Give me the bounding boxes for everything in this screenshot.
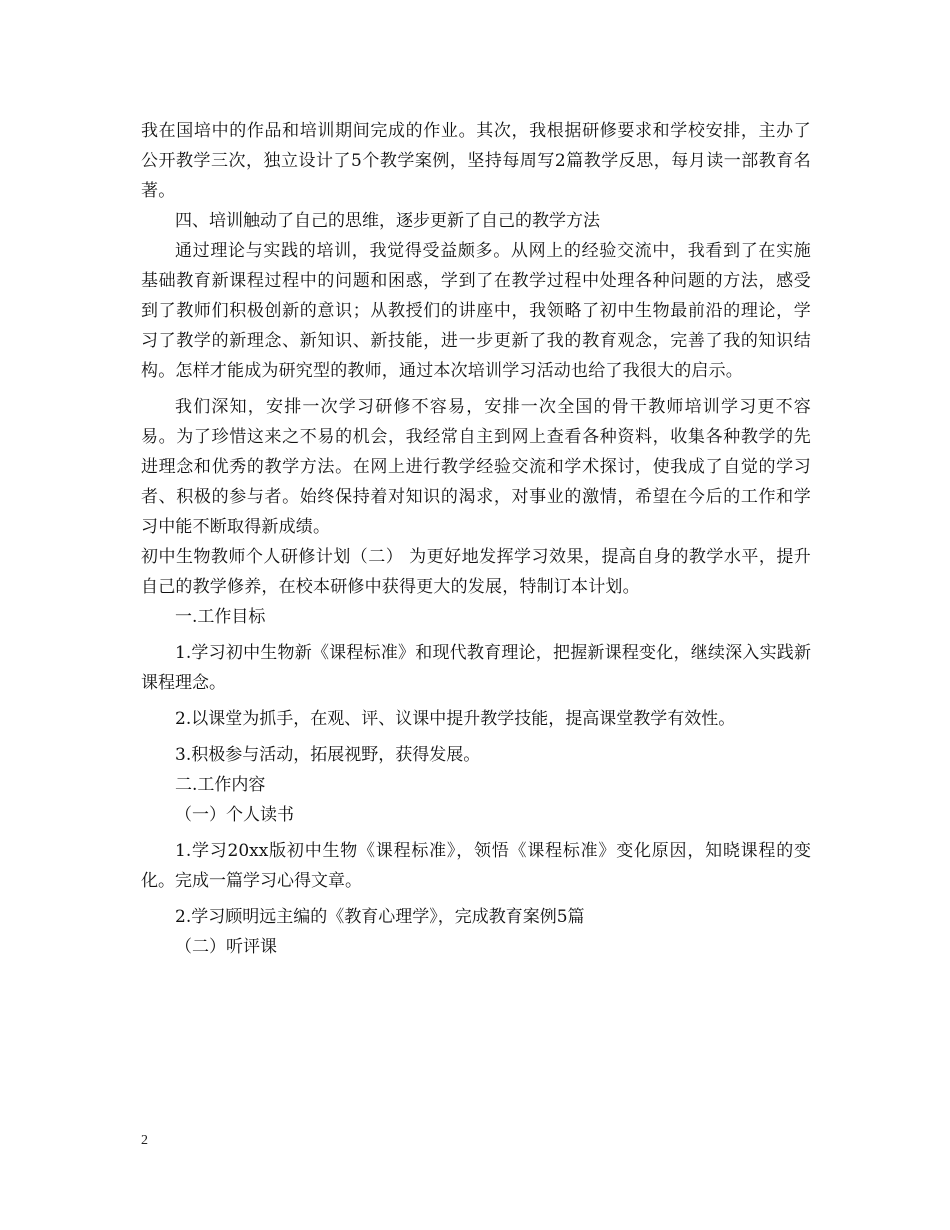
plan-title: 初中生物教师个人研修计划（二） bbox=[141, 547, 404, 567]
section-heading-content: 二.工作内容 bbox=[175, 775, 266, 795]
plan-intro-text: 为更好地发挥学习效果，提高自身的教学水平，提升自己的教学修养，在校本研修中获得更大的发展，特制订本计划。 bbox=[141, 547, 811, 597]
goal-item-3: 3.积极参与活动，拓展视野，获得发展。 bbox=[175, 745, 481, 765]
goal-item-2: 2.以课堂为抓手，在观、评、议课中提升教学技能，提高课堂教学有效性。 bbox=[175, 709, 736, 729]
reading-item-2: 2.学习顾明远主编的《教育心理学》，完成教育案例5篇 bbox=[175, 907, 585, 927]
document-body bbox=[141, 116, 811, 962]
plan-intro-paragraph bbox=[141, 542, 811, 602]
paragraph-training-benefits: 通过理论与实践的培训，我觉得受益颇多。从网上的经验交流中，我看到了在实施基础教育新课程过程中的问题和困惑，学到了在教学过程中处理各种问题的方法，感受到了教师们积极创新的意识；从教授们的讲座中，我领略了初中生物最前沿的理论，学习了教学的新理念、新知识、新技能，进一步更新了我的教育观念，完善了我的知识结构。怎样才能成为研究型的教师，通过本次培训学习活动也给了我很大的启示。 bbox=[141, 241, 811, 381]
subheading-lesson-observation: （二）听评课 bbox=[175, 937, 277, 957]
subheading-personal-reading: （一）个人读书 bbox=[175, 805, 294, 825]
paragraph-continuation: 我在国培中的作品和培训期间完成的作业。其次，我根据研修要求和学校安排，主办了公开教学三次，独立设计了5个教学案例，坚持每周写2篇教学反思，每月读一部教育名著。 bbox=[141, 121, 811, 201]
page-number: 2 bbox=[141, 1133, 148, 1148]
goal-item-1: 1.学习初中生物新《课程标准》和现代教育理论，把握新课程变化，继续深入实践新课程理念。 bbox=[141, 643, 811, 693]
section-heading-four: 四、培训触动了自己的思维，逐步更新了自己的教学方法 bbox=[175, 211, 600, 231]
reading-item-1: 1.学习20xx版初中生物《课程标准》，领悟《课程标准》变化原因，知晓课程的变化。完成一篇学习心得文章。 bbox=[141, 841, 811, 891]
paragraph-self-study: 我们深知，安排一次学习研修不容易，安排一次全国的骨干教师培训学习更不容易。为了珍惜这来之不易的机会，我经常自主到网上查看各种资料，收集各种教学的先进理念和优秀的教学方法。在网上进行教学经验交流和学术探讨，使我成了自觉的学习者、积极的参与者。始终保持着对知识的渴求，对事业的激情，希望在今后的工作和学习中能不断取得新成绩。 bbox=[141, 397, 811, 537]
section-heading-goals: 一.工作目标 bbox=[175, 607, 266, 627]
